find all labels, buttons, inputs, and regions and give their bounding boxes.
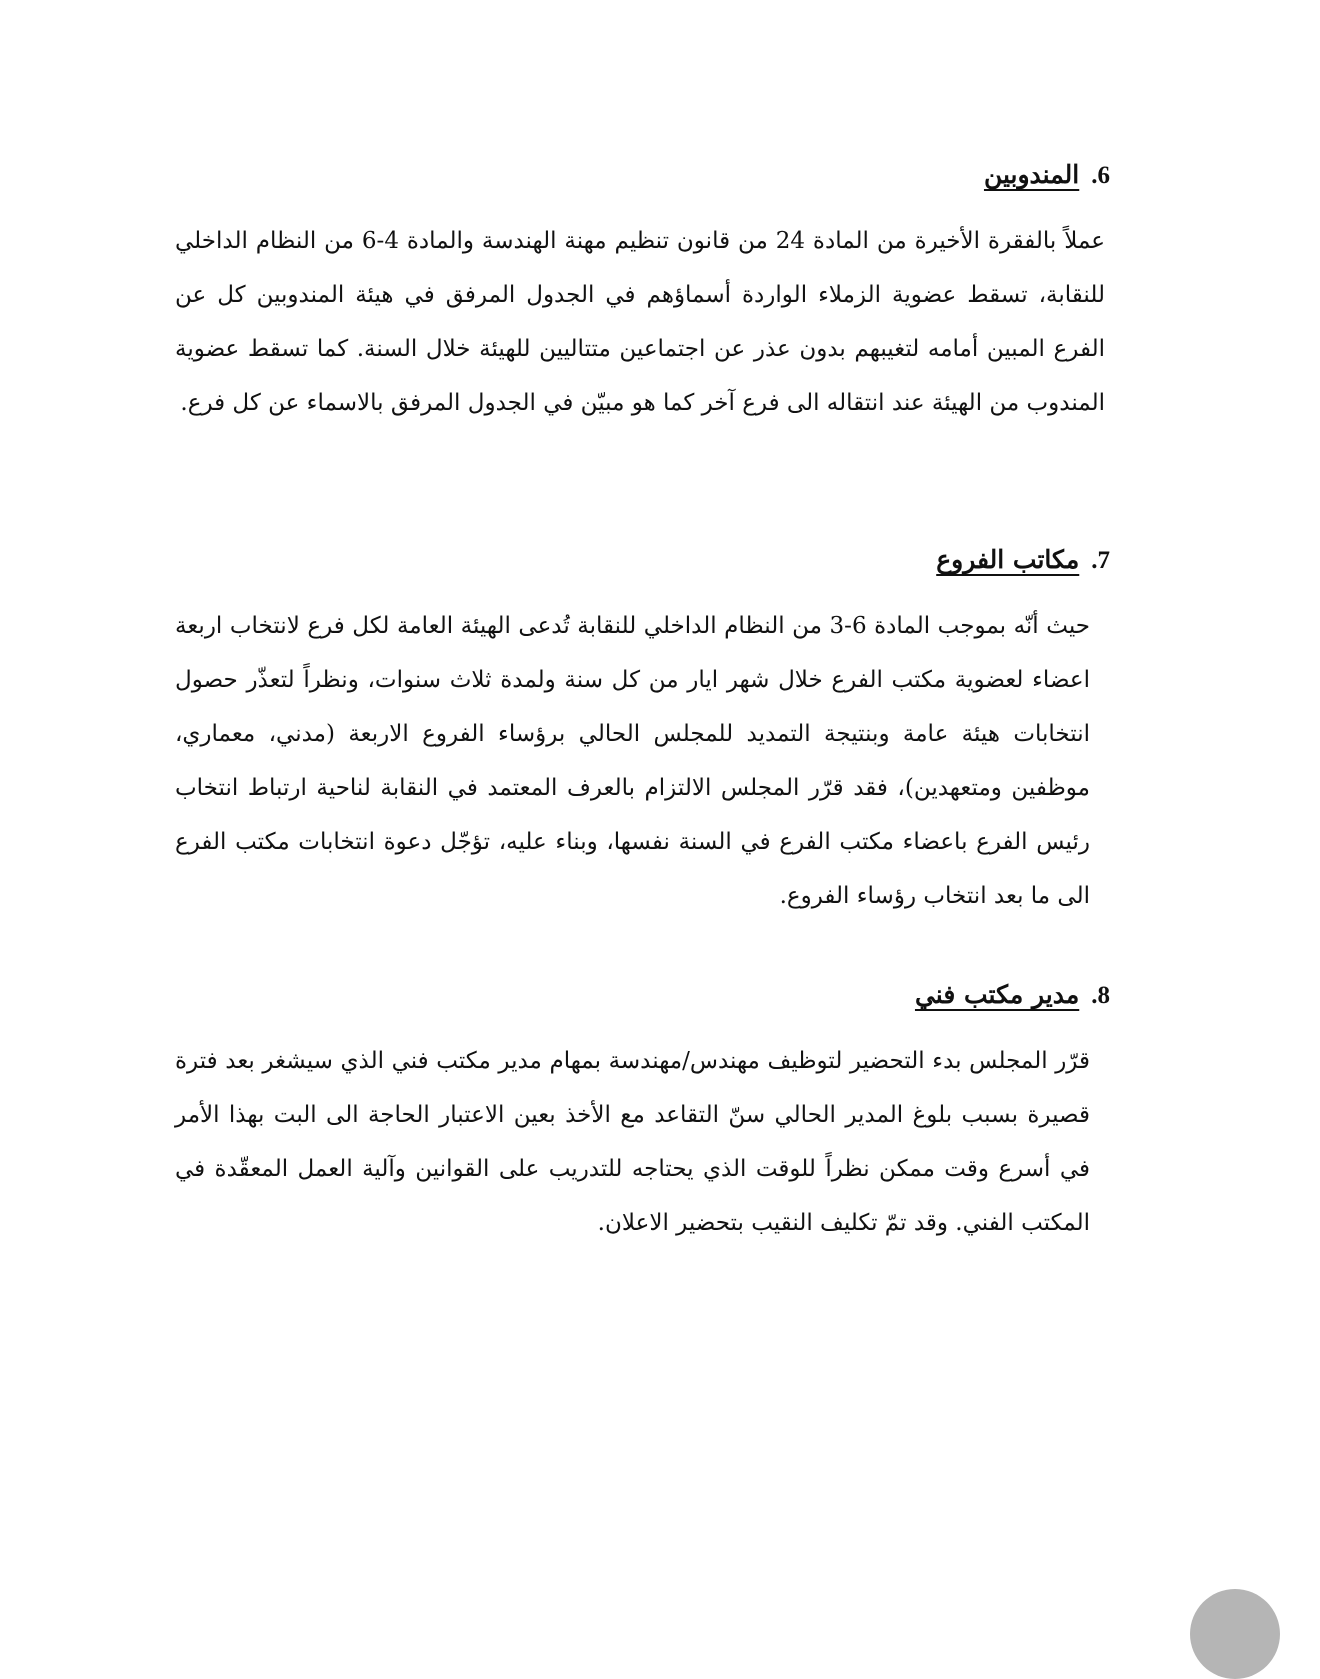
section-delegates xyxy=(175,160,1110,430)
section-paragraph: حيث أنّه بموجب المادة 6-3 من النظام الداخلي للنقابة تُدعى الهيئة العامة لكل فرع لانتخاب اربعة اعضاء لعضوية مكتب الفرع خلال شهر ايار من كل سنة ولمدة ثلاث سنوات، ونظراً لتعذّر حصول انتخابات هيئة عامة وبنتيجة التمديد للمجلس الحالي برؤساء الفروع الاربعة (مدني، معماري، موظفين ومتعهدين)، فقد قرّر المجلس الالتزام بالعرف المعتمد في النقابة لناحية ارتباط انتخاب رئيس الفرع باعضاء مكتب الفرع في السنة نفسها، وبناء عليه، تؤجّل دعوة انتخابات مكتب الفرع الى ما بعد انتخاب رؤساء الفروع. xyxy=(175,613,1090,909)
scroll-indicator-circle xyxy=(1190,1589,1280,1679)
section-title: مدير مكتب فني xyxy=(914,980,1080,1009)
section-technical-office-director xyxy=(175,980,1110,1250)
section-number: 6. xyxy=(1091,162,1110,189)
section-heading xyxy=(180,545,1110,585)
section-number: 8. xyxy=(1091,982,1110,1009)
section-heading xyxy=(180,980,1110,1020)
section-paragraph: قرّر المجلس بدء التحضير لتوظيف مهندس/مهندسة بمهام مدير مكتب فني الذي سيشغر بعد فترة قصيرة بسبب بلوغ المدير الحالي سنّ التقاعد مع الأخذ بعين الاعتبار الحاجة الى البت بهذا الأمر في أسرع وقت ممكن نظراً للوقت الذي يحتاجه للتدريب على القوانين وآلية العمل المعقّدة في المكتب الفني. وقد تمّ تكليف النقيب بتحضير الاعلان. xyxy=(175,1048,1090,1236)
section-paragraph: عملاً بالفقرة الأخيرة من المادة 24 من قانون تنظيم مهنة الهندسة والمادة 4-6 من النظام الداخلي للنقابة، تسقط عضوية الزملاء الواردة أسماؤهم في الجدول المرفق في هيئة المندوبين كل عن الفرع المبين أمامه لتغيبهم بدون عذر عن اجتماعين متتاليين للهيئة خلال السنة. كما تسقط عضوية المندوب من الهيئة عند انتقاله الى فرع آخر كما هو مبيّن في الجدول المرفق بالاسماء عن كل فرع. xyxy=(175,228,1105,416)
section-number: 7. xyxy=(1091,547,1110,574)
section-title: المندوبين xyxy=(983,160,1080,189)
section-heading xyxy=(180,160,1110,200)
section-title: مكاتب الفروع xyxy=(936,545,1080,574)
section-branch-offices xyxy=(175,545,1110,923)
